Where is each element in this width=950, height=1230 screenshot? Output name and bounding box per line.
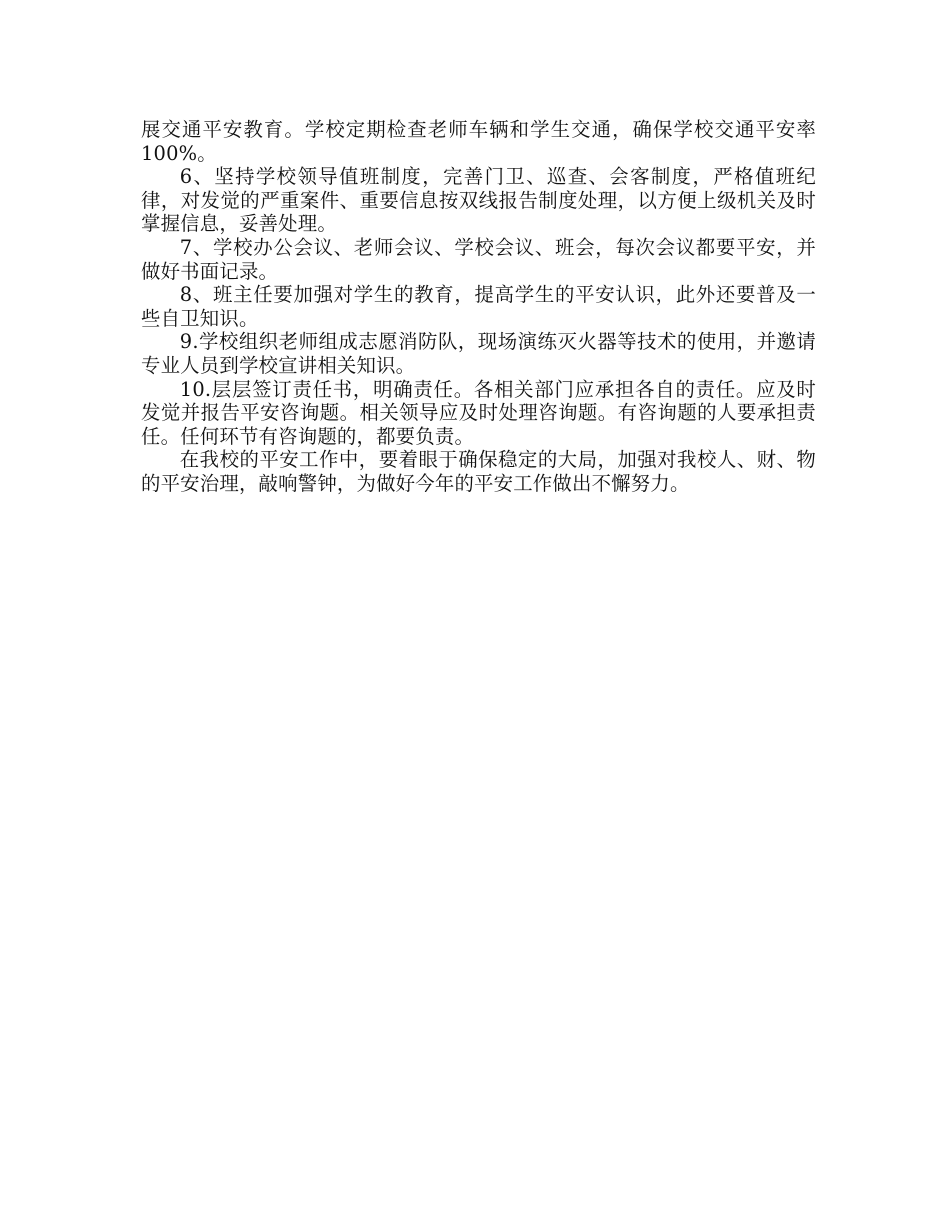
paragraph-4: 8、班主任要加强对学生的教育，提高学生的平安认识，此外还要普及一些自卫知识。	[141, 283, 816, 330]
paragraph-7: 在我校的平安工作中，要着眼于确保稳定的大局，加强对我校人、财、物的平安治理，敲响警钟，为做好今年的平安工作做出不懈努力。	[141, 448, 816, 495]
paragraph-1: 展交通平安教育。学校定期检查老师车辆和学生交通，确保学校交通平安率100%。	[141, 118, 816, 165]
paragraph-2: 6、坚持学校领导值班制度，完善门卫、巡查、会客制度，严格值班纪律，对发觉的严重案件、重要信息按双线报告制度处理，以方便上级机关及时掌握信息，妥善处理。	[141, 165, 816, 236]
paragraph-6: 10.层层签订责任书，明确责任。各相关部门应承担各自的责任。应及时发觉并报告平安咨询题。相关领导应及时处理咨询题。有咨询题的人要承担责任。任何环节有咨询题的，都要负责。	[141, 377, 816, 448]
document-body	[141, 118, 816, 496]
paragraph-5: 9.学校组织老师组成志愿消防队，现场演练灭火器等技术的使用，并邀请专业人员到学校宣讲相关知识。	[141, 330, 816, 377]
paragraph-3: 7、学校办公会议、老师会议、学校会议、班会，每次会议都要平安，并做好书面记录。	[141, 235, 816, 283]
